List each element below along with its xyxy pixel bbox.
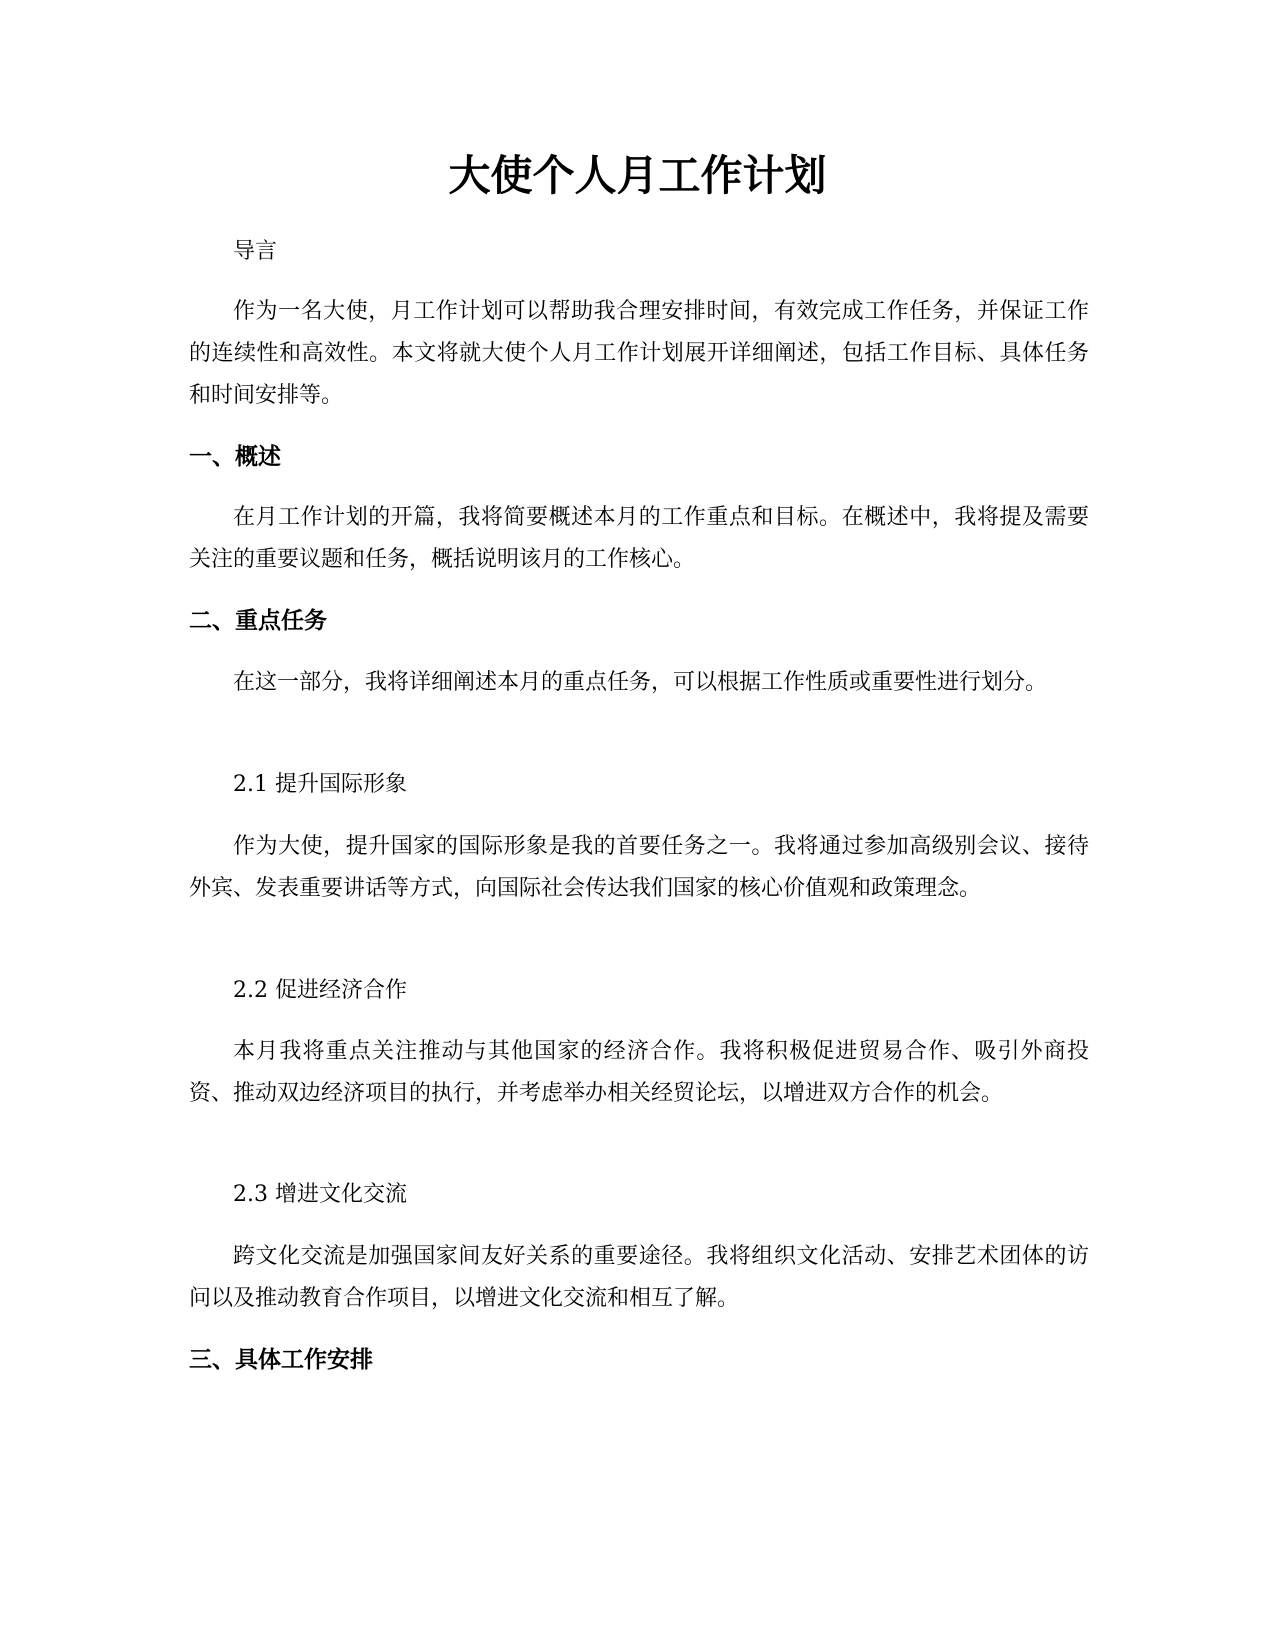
economic-cooperation-paragraph: 本月我将重点关注推动与其他国家的经济合作。我将积极促进贸易合作、吸引外商投资、推动双边经济项目的执行，并考虑举办相关经贸论坛，以增进双方合作的机会。 — [189, 1039, 1089, 1106]
key-tasks-paragraph: 在这一部分，我将详细阐述本月的重点任务，可以根据工作性质或重要性进行划分。 — [233, 670, 1048, 695]
section-heading-work-arrangement: 三、具体工作安排 — [189, 1347, 373, 1373]
international-image-paragraph: 作为大使，提升国家的国际形象是我的首要任务之一。我将通过参加高级别会议、接待外宾、发表重要讲话等方式，向国际社会传达我们国家的核心价值观和政策理念。 — [189, 834, 1089, 901]
section-heading-key-tasks: 二、重点任务 — [189, 608, 327, 634]
intro-paragraph: 作为一名大使，月工作计划可以帮助我合理安排时间，有效完成工作任务，并保证工作的连续性和高效性。本文将就大使个人月工作计划展开详细阐述，包括工作目标、具体任务和时间安排等。 — [189, 299, 1089, 408]
cultural-exchange-paragraph: 跨文化交流是加强国家间友好关系的重要途径。我将组织文化活动、安排艺术团体的访问以及推动教育合作项目，以增进文化交流和相互了解。 — [189, 1244, 1089, 1311]
section-heading-overview: 一、概述 — [189, 444, 281, 470]
document-title: 大使个人月工作计划 — [448, 151, 827, 200]
subsection-title-international-image: 2.1 提升国际形象 — [233, 772, 407, 797]
subsection-title-cultural-exchange: 2.3 增进文化交流 — [233, 1182, 407, 1207]
intro-label: 导言 — [233, 239, 278, 264]
subsection-title-economic-cooperation: 2.2 促进经济合作 — [233, 978, 407, 1003]
overview-paragraph: 在月工作计划的开篇，我将简要概述本月的工作重点和目标。在概述中，我将提及需要关注的重要议题和任务，概括说明该月的工作核心。 — [189, 505, 1089, 572]
